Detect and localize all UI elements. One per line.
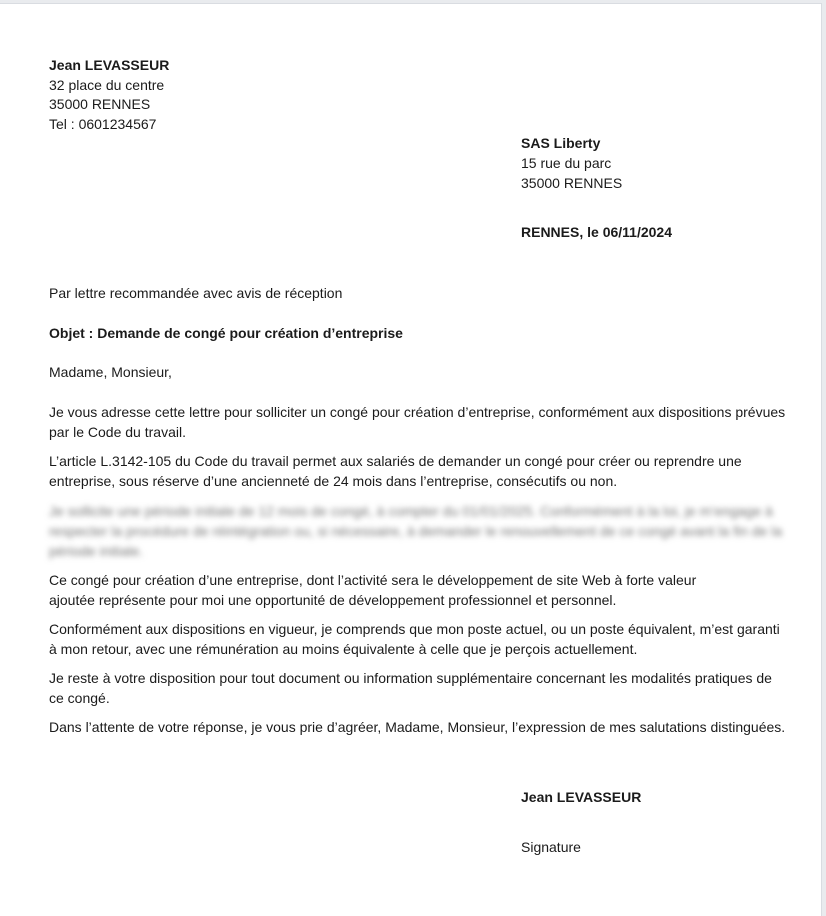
closing-name: Jean LEVASSEUR <box>521 789 642 805</box>
paragraph-1-line-1: Je vous adresse cette lettre pour solliciter un congé pour création d’entreprise, conformément aux dispositions prévues <box>49 404 786 420</box>
paragraph-5-line-2: à mon retour, avec une rémunération au moins équivalente à celle que je perçois actuellement. <box>49 641 638 657</box>
paragraph-4-line-1: Ce congé pour création d’une entreprise, dont l’activité sera le développement de site Web à forte valeur <box>49 572 697 588</box>
recipient-address: 15 rue du parc <box>521 155 612 171</box>
sender-city: 35000 RENNES <box>49 96 151 112</box>
paragraph-3-blurred-line-3: période initiale. <box>49 543 144 559</box>
letter-page <box>0 3 822 916</box>
recipient-company: SAS Liberty <box>521 135 601 151</box>
paragraph-6-line-2: ce congé. <box>49 690 110 706</box>
sender-address: 32 place du centre <box>49 77 165 93</box>
paragraph-2-line-2: entreprise, sous réserve d’une ancienneté de 24 mois dans l’entreprise, consécutifs ou non. <box>49 473 618 489</box>
salutation: Madame, Monsieur, <box>49 364 172 380</box>
paragraph-3-blurred-line-1: Je sollicite une période initiale de 12 mois de congé, à compter du 01/01/2025. Conformément à la loi, je m’engage à <box>49 503 773 519</box>
delivery-mode: Par lettre recommandée avec avis de réception <box>49 285 343 301</box>
paragraph-7-line-1: Dans l’attente de votre réponse, je vous prie d’agréer, Madame, Monsieur, l’expression de mes salutations distinguées. <box>49 719 786 735</box>
paragraph-1-line-2: par le Code du travail. <box>49 424 186 440</box>
paragraph-4-line-2: ajoutée représente pour moi une opportunité de développement professionnel et personnel. <box>49 592 617 608</box>
paragraph-3-blurred-line-2: respecter la procédure de réintégration ou, si nécessaire, à demander le renouvellement de ce congé avant la fin de la <box>49 523 783 539</box>
paragraph-6-line-1: Je reste à votre disposition pour tout document ou information supplémentaire concernant les modalités pratiques de <box>49 670 772 686</box>
paragraph-5-line-1: Conformément aux dispositions en vigueur, je comprends que mon poste actuel, ou un poste équivalent, m’est garanti <box>49 621 780 637</box>
recipient-city: 35000 RENNES <box>521 175 623 191</box>
signature-label: Signature <box>521 839 581 855</box>
date-line: RENNES, le 06/11/2024 <box>521 224 672 240</box>
paragraph-2-line-1: L’article L.3142-105 du Code du travail permet aux salariés de demander un congé pour créer ou reprendre une <box>49 453 742 469</box>
sender-name: Jean LEVASSEUR <box>49 57 170 73</box>
subject-line: Objet : Demande de congé pour création d’entreprise <box>49 325 403 341</box>
sender-phone: Tel : 0601234567 <box>49 116 157 132</box>
